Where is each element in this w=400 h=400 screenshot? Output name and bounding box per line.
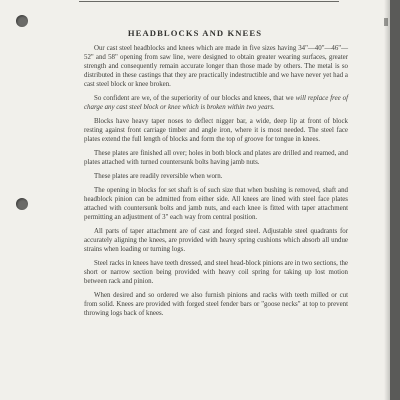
page-title: HEADBLOCKS AND KNEES [127, 28, 263, 38]
top-rule [79, 1, 339, 2]
edge-tab [384, 18, 388, 26]
paragraph-9: When desired and so ordered we also furnish pinions and racks with teeth milled or cut from solid. Knees are provided with forged steel fender bars or "goose necks" at top to prevent throwing logs back of knees. [84, 292, 348, 317]
paragraph-7: All parts of taper attachment are of cast and forged steel. Adjustable steel quadrants for accurately aligning the knees, are provided with heavy spring cushions which absorb all undue strains when loading or turning logs. [84, 228, 348, 253]
paragraph-2 [84, 94, 348, 112]
body-text [84, 44, 348, 323]
paragraph-2-text: So confident are we, of the superiority of our blocks and knees, that we [94, 95, 296, 102]
binder-hole-middle [16, 198, 28, 210]
paragraph-6: The opening in blocks for set shaft is of such size that when bushing is removed, shaft and headblock pinion can be admitted from either side. All knees are lined with steel face plates attached with countersunk bolts and jamb nuts, and each knee is fitted with taper attachment permitting an adjustment of 3" each way from central position. [84, 187, 348, 221]
paragraph-5: These plates are readily reversible when worn. [94, 173, 223, 180]
binder-hole-top [16, 15, 28, 27]
paragraph-2-emphasis: will replace free of charge any cast steel block or knee which is broken within two years. [84, 95, 349, 111]
paragraph-4: These plates are finished all over; holes in both block and plates are drilled and reamed, and plates attached with turned countersunk bolts having jamb nuts. [84, 150, 348, 166]
paragraph-8: Steel racks in knees have teeth dressed, and steel head-block pinions are in two sections, the short or narrow section being provided with heavy coil spring for taking up lost motion between rack and pinion. [84, 260, 348, 285]
paragraph-3: Blocks have heavy taper noses to deflect nigger bar, a wide, deep lip at front of block resting against front carriage timber and angle iron, where it is most needed. The steel face plates extend the full length of blocks and form the top of groove for tongue in knees. [84, 118, 348, 143]
paragraph-1: Our cast steel headblocks and knees which are made in five sizes having 34"—40"—46"—52" and 58" opening from saw line, were designed to obtain greater wearing surfaces, greater strength and consequently remain accurate longer than those made by others. The metal is so distributed in these castings that they are practically indestructible and we have never yet had a cast steel block or knee broken. [84, 45, 348, 88]
